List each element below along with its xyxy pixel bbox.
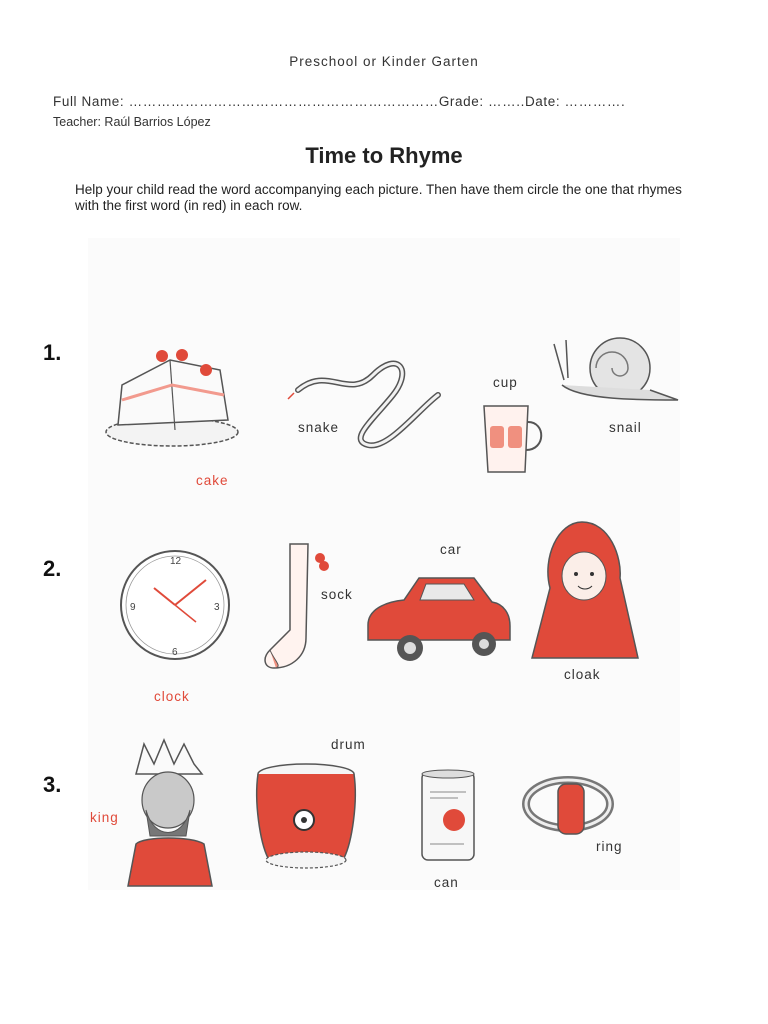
school-level-heading: Preschool or Kinder Garten xyxy=(289,54,479,69)
word-can[interactable]: can xyxy=(434,875,459,890)
word-cup[interactable]: cup xyxy=(493,375,518,390)
svg-text:12: 12 xyxy=(170,556,182,567)
word-king[interactable]: king xyxy=(90,810,119,825)
cake-icon[interactable] xyxy=(100,340,245,450)
name-grade-date-line: Full Name: …………………………………………………………Grade: ……..Date: …………. xyxy=(53,94,626,109)
word-drum[interactable]: drum xyxy=(331,737,366,752)
word-cloak[interactable]: cloak xyxy=(564,667,601,682)
word-car[interactable]: car xyxy=(440,542,462,557)
word-snake[interactable]: snake xyxy=(298,420,340,435)
svg-text:3: 3 xyxy=(214,602,220,613)
ring-icon[interactable] xyxy=(522,768,616,848)
row-number-3: 3. xyxy=(43,772,62,797)
row-number-1: 1. xyxy=(43,340,62,365)
word-snail[interactable]: snail xyxy=(609,420,642,435)
cloak-icon[interactable] xyxy=(530,518,640,668)
can-icon[interactable] xyxy=(418,768,478,864)
word-cake[interactable]: cake xyxy=(196,473,229,488)
snail-icon[interactable] xyxy=(550,330,680,410)
sock-icon[interactable] xyxy=(262,538,322,678)
clock-icon[interactable] xyxy=(118,540,233,670)
row-number-2: 2. xyxy=(43,556,62,581)
car-icon[interactable] xyxy=(364,570,512,665)
word-sock[interactable]: sock xyxy=(321,587,353,602)
word-clock[interactable]: clock xyxy=(154,689,190,704)
king-icon[interactable] xyxy=(124,740,214,888)
word-ring[interactable]: ring xyxy=(596,839,623,854)
cup-icon[interactable] xyxy=(478,400,548,480)
snake-icon[interactable] xyxy=(288,345,448,455)
drum-icon[interactable] xyxy=(254,762,358,870)
svg-text:6: 6 xyxy=(172,647,178,658)
teacher-name: Teacher: Raúl Barrios López xyxy=(53,115,211,129)
svg-text:9: 9 xyxy=(130,602,136,613)
worksheet-title: Time to Rhyme xyxy=(305,143,463,168)
instructions-text: Help your child read the word accompanying each picture. Then have them circle the one that rhymes with the first word (in red) in each row. xyxy=(75,182,682,213)
